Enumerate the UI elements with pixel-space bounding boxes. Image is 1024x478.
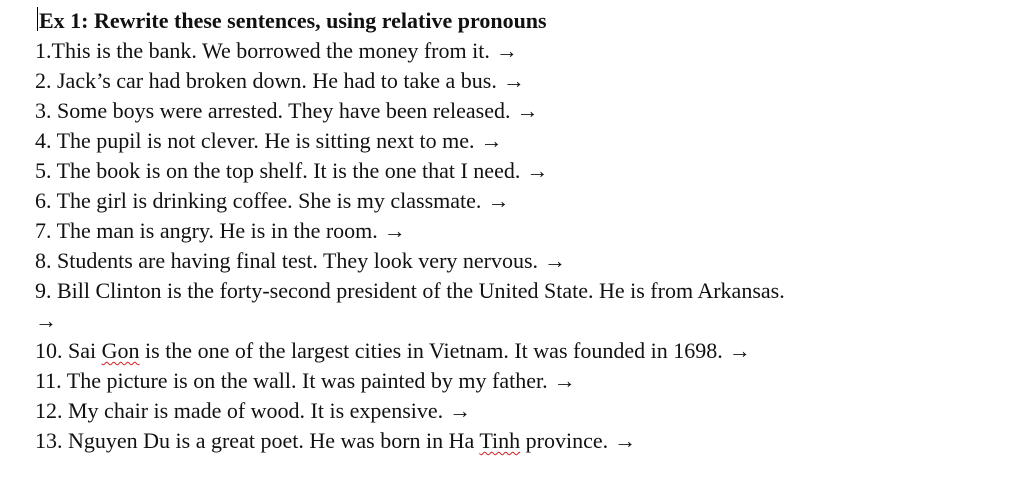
sentence-5 <box>35 156 785 186</box>
sentence-6 <box>35 186 785 216</box>
sentence-list <box>35 36 785 456</box>
sentence-2 <box>35 66 785 96</box>
sentence-11 <box>35 366 785 396</box>
sentence-text: 10. Sai <box>35 338 102 363</box>
sentence-8 <box>35 246 785 276</box>
sentence-1 <box>35 36 785 66</box>
right-arrow-icon: → <box>728 338 751 363</box>
sentence-text: 11. The picture is on the wall. It was painted by my father. <box>35 368 548 393</box>
right-arrow-icon: → <box>553 368 576 393</box>
sentence-text: 2. Jack’s car had broken down. He had to take a bus. <box>35 68 497 93</box>
sentence-text: 7. The man is angry. He is in the room. <box>35 218 378 243</box>
right-arrow-icon: → <box>544 248 567 273</box>
sentence-9-arrow-line <box>35 306 785 336</box>
text-cursor <box>37 7 38 31</box>
right-arrow-icon: → <box>516 98 539 123</box>
sentence-text: 3. Some boys were arrested. They have been released. <box>35 98 511 123</box>
right-arrow-icon: → <box>449 398 472 423</box>
sentence-text: 6. The girl is drinking coffee. She is my classmate. <box>35 188 482 213</box>
sentence-10 <box>35 336 785 366</box>
sentence-9 <box>35 276 785 306</box>
exercise-title: Ex 1: Rewrite these sentences, using relative pronouns <box>39 8 547 33</box>
sentence-text: province. <box>520 428 609 453</box>
right-arrow-icon: → <box>480 128 503 153</box>
right-arrow-icon: → <box>502 68 525 93</box>
right-arrow-icon: → <box>526 158 549 183</box>
sentence-7 <box>35 216 785 246</box>
spelling-flagged-word[interactable]: Tinh <box>479 428 521 453</box>
sentence-4 <box>35 126 785 156</box>
right-arrow-icon: → <box>487 188 510 213</box>
sentence-13 <box>35 426 785 456</box>
sentence-text: 13. Nguyen Du is a great poet. He was born in Ha <box>35 428 480 453</box>
sentence-text: 9. Bill Clinton is the forty-second president of the United State. He is from Arkansas. <box>35 278 785 303</box>
sentence-text: is the one of the largest cities in Vietnam. It was founded in 1698. <box>139 338 723 363</box>
right-arrow-icon: → <box>495 38 518 63</box>
right-arrow-icon: → <box>383 218 406 243</box>
spelling-flagged-word[interactable]: Gon <box>101 338 140 363</box>
right-arrow-icon: → <box>35 308 57 333</box>
sentence-text: 8. Students are having final test. They look very nervous. <box>35 248 539 273</box>
right-arrow-icon: → <box>614 428 637 453</box>
sentence-text: 12. My chair is made of wood. It is expensive. <box>35 398 444 423</box>
sentence-12 <box>35 396 785 426</box>
sentence-text: 4. The pupil is not clever. He is sitting next to me. <box>35 128 475 153</box>
sentence-text: 5. The book is on the top shelf. It is the one that I need. <box>35 158 521 183</box>
sentence-text: 1.This is the bank. We borrowed the money from it. <box>35 38 490 63</box>
sentence-3 <box>35 96 785 126</box>
